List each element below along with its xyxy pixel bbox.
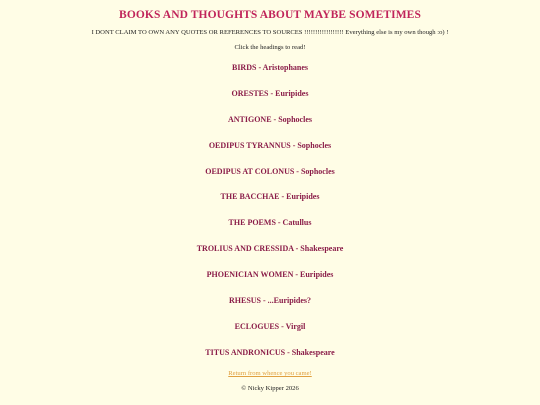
page-title: BOOKS AND THOUGHTS ABOUT MAYBE SOMETIMES	[119, 9, 421, 21]
book-list	[0, 60, 540, 371]
book-link-the-bacchae[interactable]: THE BACCHAE - Euripides	[220, 192, 320, 202]
book-link-eclogues[interactable]: ECLOGUES - Virgil	[234, 321, 306, 331]
book-link-phoenician-women[interactable]: PHOENICIAN WOMEN - Euripides	[206, 270, 334, 280]
book-link-oedipus-at-colonus[interactable]: OEDIPUS AT COLONUS - Sophocles	[205, 166, 335, 176]
list-item	[0, 112, 540, 138]
copyright-footer: © Nicky Kipper 2026	[241, 385, 299, 392]
instructions-text: Click the headings to read!	[234, 44, 306, 51]
list-item	[0, 189, 540, 215]
book-link-titus-andronicus[interactable]: TITUS ANDRONICUS - Shakespeare	[205, 347, 335, 357]
list-item	[0, 164, 540, 190]
list-item	[0, 293, 540, 319]
book-link-oedipus-tyrannus[interactable]: OEDIPUS TYRANNUS - Sophocles	[208, 140, 332, 150]
list-item	[0, 60, 540, 86]
book-link-orestes[interactable]: ORESTES - Euripides	[231, 88, 309, 98]
list-item	[0, 138, 540, 164]
list-item	[0, 86, 540, 112]
return-link[interactable]: Return from whence you came!	[228, 370, 312, 377]
book-link-rhesus[interactable]: RHESUS - ...Euripides?	[228, 296, 312, 306]
book-link-the-poems[interactable]: THE POEMS - Catullus	[228, 218, 312, 228]
list-item	[0, 215, 540, 241]
disclaimer-text: I DONT CLAIM TO OWN ANY QUOTES OR REFERENCES TO SOURCES !!!!!!!!!!!!!!!!!! Everything else is my own though :o) !	[91, 29, 449, 36]
list-item	[0, 345, 540, 371]
list-item	[0, 241, 540, 267]
list-item	[0, 319, 540, 345]
list-item	[0, 267, 540, 293]
book-link-birds[interactable]: BIRDS - Aristophanes	[231, 63, 308, 72]
book-link-trolius-and-cressida[interactable]: TROLIUS AND CRESSIDA - Shakespeare	[196, 244, 344, 254]
book-link-antigone[interactable]: ANTIGONE - Sophocles	[227, 114, 312, 124]
